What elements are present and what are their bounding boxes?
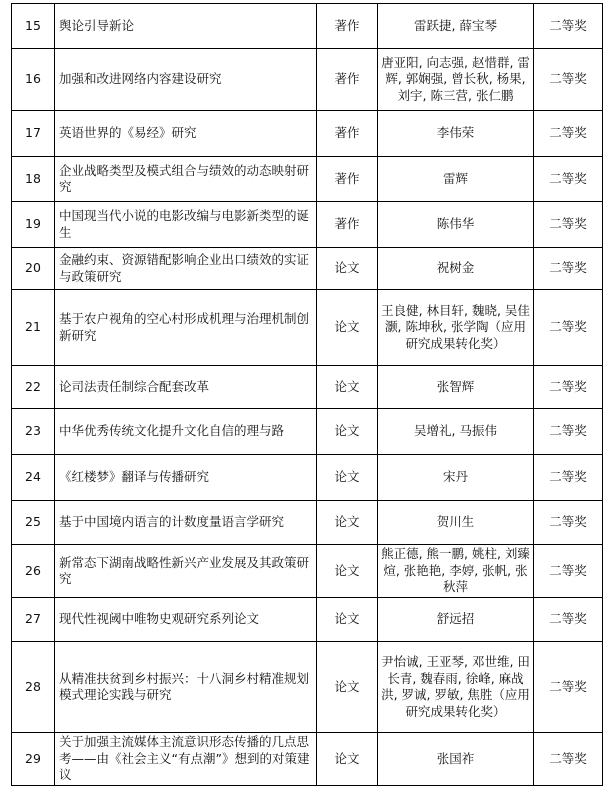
authors: 雷辉 — [378, 157, 534, 202]
work-title: 基于农户视角的空心村形成机理与治理机制创新研究 — [55, 290, 317, 366]
row-number: 16 — [12, 49, 55, 111]
work-title: 舆论引导新论 — [55, 4, 317, 49]
row-number: 15 — [12, 4, 55, 49]
award-level: 二等奖 — [534, 202, 603, 248]
authors: 雷跃捷, 薛宝琴 — [378, 4, 534, 49]
authors: 宋丹 — [378, 455, 534, 501]
work-type: 论文 — [317, 642, 378, 733]
authors: 张国祚 — [378, 733, 534, 786]
table-row — [12, 157, 603, 202]
work-type: 著作 — [317, 111, 378, 157]
row-number: 26 — [12, 545, 55, 598]
work-title: 新常态下湖南战略性新兴产业发展及其政策研究 — [55, 545, 317, 598]
work-title: 金融约束、资源错配影响企业出口绩效的实证与政策研究 — [55, 248, 317, 290]
table-row — [12, 248, 603, 290]
authors: 陈伟华 — [378, 202, 534, 248]
authors: 贺川生 — [378, 501, 534, 545]
table-row — [12, 290, 603, 366]
award-level: 二等奖 — [534, 248, 603, 290]
row-number: 21 — [12, 290, 55, 366]
awards-table — [11, 3, 603, 786]
work-type: 著作 — [317, 157, 378, 202]
award-level: 二等奖 — [534, 366, 603, 409]
row-number: 25 — [12, 501, 55, 545]
authors: 张智辉 — [378, 366, 534, 409]
authors: 祝树金 — [378, 248, 534, 290]
row-number: 22 — [12, 366, 55, 409]
authors: 李伟荣 — [378, 111, 534, 157]
award-level: 二等奖 — [534, 545, 603, 598]
award-level: 二等奖 — [534, 501, 603, 545]
work-title: 现代性视阈中唯物史观研究系列论文 — [55, 598, 317, 642]
work-type: 论文 — [317, 455, 378, 501]
work-title: 加强和改进网络内容建设研究 — [55, 49, 317, 111]
work-type: 论文 — [317, 598, 378, 642]
work-title: 中国现当代小说的电影改编与电影新类型的诞生 — [55, 202, 317, 248]
table-row — [12, 455, 603, 501]
row-number: 18 — [12, 157, 55, 202]
award-level: 二等奖 — [534, 290, 603, 366]
work-title: 关于加强主流媒体主流意识形态传播的几点思考——由《社会主义“有点潮”》想到的对策建议 — [55, 733, 317, 786]
work-title: 《红楼梦》翻译与传播研究 — [55, 455, 317, 501]
work-type: 论文 — [317, 545, 378, 598]
authors: 吴增礼, 马振伟 — [378, 409, 534, 455]
award-level: 二等奖 — [534, 111, 603, 157]
award-level: 二等奖 — [534, 598, 603, 642]
work-type: 论文 — [317, 501, 378, 545]
work-type: 论文 — [317, 248, 378, 290]
work-title: 中华优秀传统文化提升文化自信的理与路 — [55, 409, 317, 455]
table-row — [12, 642, 603, 733]
row-number: 19 — [12, 202, 55, 248]
work-type: 著作 — [317, 202, 378, 248]
award-level: 二等奖 — [534, 4, 603, 49]
authors: 唐亚阳, 向志强, 赵惜群, 雷辉, 郭娴强, 曾长秋, 杨果, 刘宇, 陈三营, 张仁鹏 — [378, 49, 534, 111]
row-number: 17 — [12, 111, 55, 157]
row-number: 27 — [12, 598, 55, 642]
table-row — [12, 409, 603, 455]
award-level: 二等奖 — [534, 642, 603, 733]
work-type: 著作 — [317, 49, 378, 111]
award-level: 二等奖 — [534, 49, 603, 111]
table-row — [12, 49, 603, 111]
work-type: 论文 — [317, 290, 378, 366]
row-number: 20 — [12, 248, 55, 290]
table-row — [12, 598, 603, 642]
work-title: 企业战略类型及模式组合与绩效的动态映射研究 — [55, 157, 317, 202]
row-number: 24 — [12, 455, 55, 501]
authors: 尹怡诚, 王亚琴, 邓世维, 田长青, 魏春雨, 徐峰, 麻战洪, 罗诚, 罗敏, 焦胜（应用研究成果转化奖） — [378, 642, 534, 733]
work-title: 英语世界的《易经》研究 — [55, 111, 317, 157]
work-title: 论司法责任制综合配套改革 — [55, 366, 317, 409]
award-level: 二等奖 — [534, 733, 603, 786]
award-level: 二等奖 — [534, 157, 603, 202]
table-row — [12, 501, 603, 545]
authors: 王良健, 林目轩, 魏晓, 吴佳灏, 陈坤秋, 张学陶（应用研究成果转化奖） — [378, 290, 534, 366]
table-row — [12, 202, 603, 248]
table-row — [12, 366, 603, 409]
award-level: 二等奖 — [534, 455, 603, 501]
row-number: 29 — [12, 733, 55, 786]
row-number: 23 — [12, 409, 55, 455]
table-row — [12, 111, 603, 157]
authors: 熊正德, 熊一鹏, 姚柱, 刘臻煊, 张艳艳, 李婷, 张帆, 张秋萍 — [378, 545, 534, 598]
work-title: 基于中国境内语言的计数度量语言学研究 — [55, 501, 317, 545]
table-row — [12, 4, 603, 49]
award-level: 二等奖 — [534, 409, 603, 455]
table-row — [12, 545, 603, 598]
authors: 舒远招 — [378, 598, 534, 642]
work-type: 论文 — [317, 733, 378, 786]
work-title: 从精准扶贫到乡村振兴：十八洞乡村精准规划模式理论实践与研究 — [55, 642, 317, 733]
work-type: 论文 — [317, 409, 378, 455]
work-type: 著作 — [317, 4, 378, 49]
work-type: 论文 — [317, 366, 378, 409]
table-row — [12, 733, 603, 786]
row-number: 28 — [12, 642, 55, 733]
